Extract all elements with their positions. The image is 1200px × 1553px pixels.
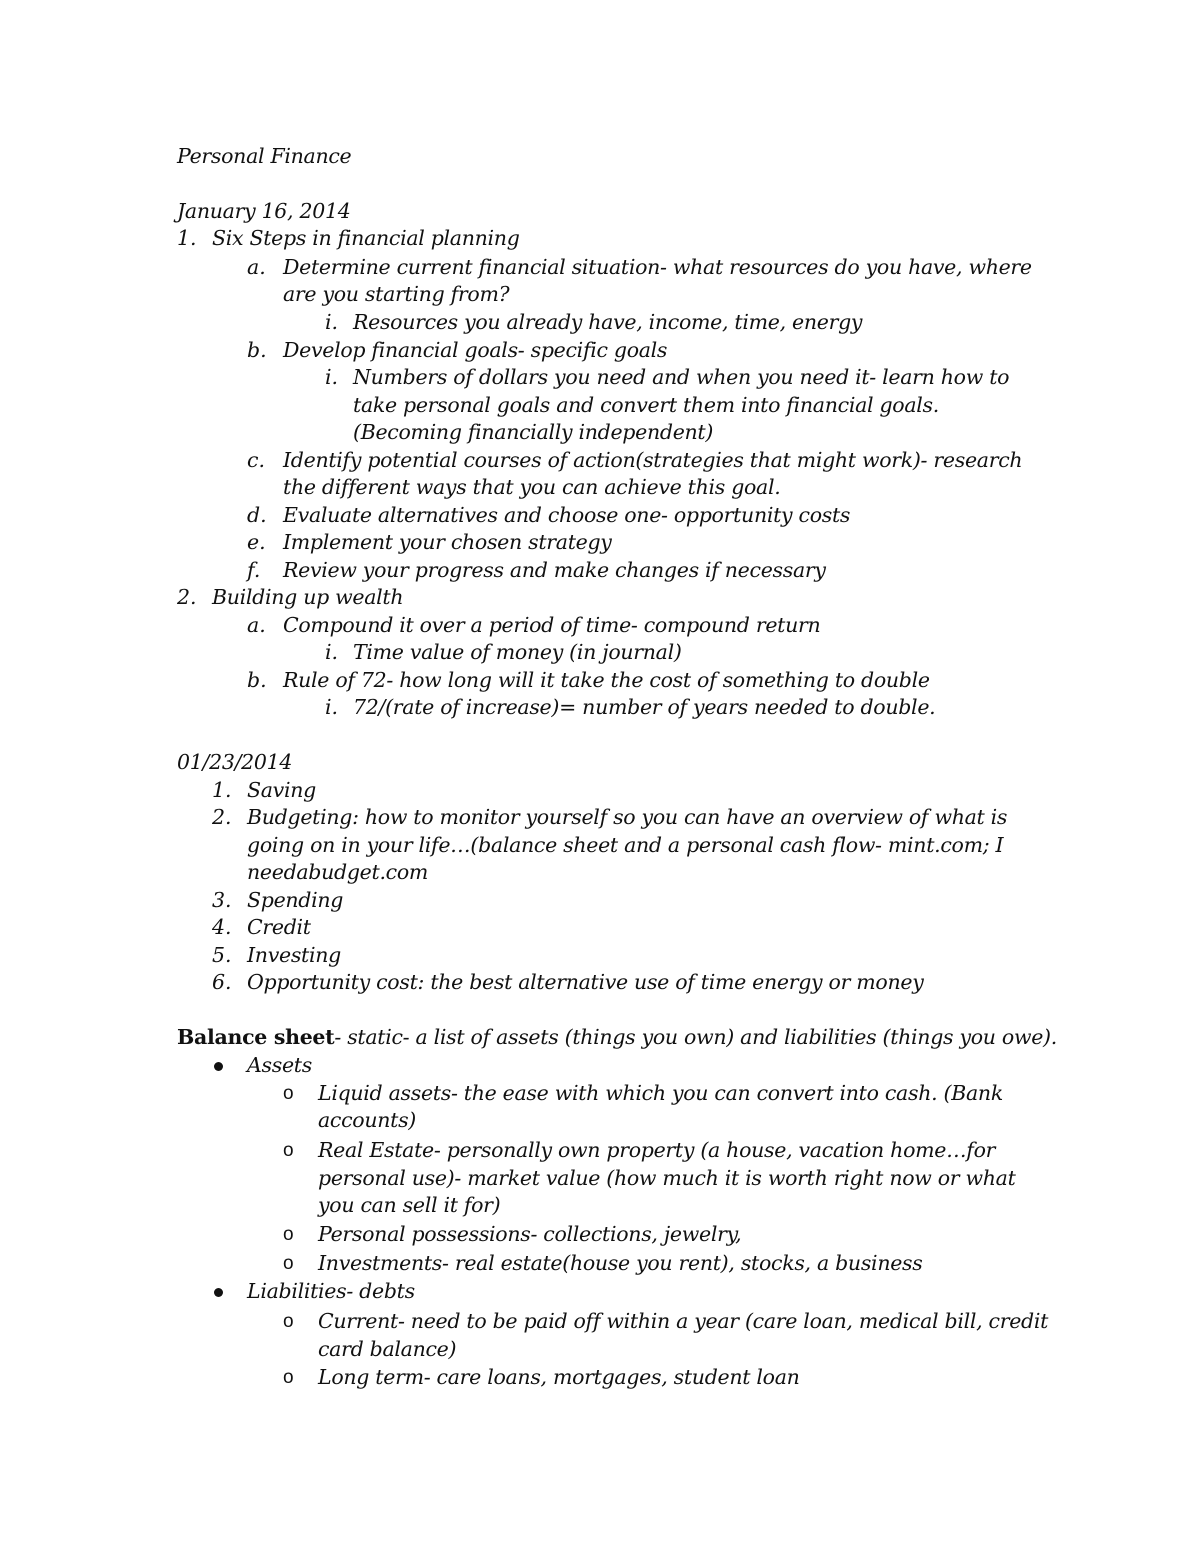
list-item: Credit bbox=[247, 915, 311, 939]
bullet-dot-icon bbox=[214, 1062, 223, 1071]
list-marker: 1. bbox=[177, 226, 197, 250]
list-marker: i. bbox=[325, 640, 339, 664]
circle-bullet-icon: o bbox=[283, 1224, 294, 1245]
list-item: Resources you already have, income, time, energy bbox=[353, 310, 863, 334]
list-marker: 2. bbox=[212, 805, 232, 829]
list-item: 72/(rate of increase)= number of years needed to double. bbox=[353, 695, 936, 719]
sub-bullet-item: Long term- care loans, mortgages, student loan bbox=[318, 1365, 800, 1389]
list-item: Numbers of dollars you need and when you need it- learn how to bbox=[353, 365, 1010, 389]
list-item: Determine current financial situation- what resources do you have, where bbox=[283, 255, 1032, 279]
section-date: January 16, 2014 bbox=[177, 199, 351, 223]
list-item-continuation: take personal goals and convert them into financial goals. bbox=[353, 393, 939, 417]
list-marker: 2. bbox=[177, 585, 197, 609]
bullet-item: Assets bbox=[247, 1053, 312, 1077]
list-marker: d. bbox=[247, 503, 267, 527]
list-item-continuation: going on in your life…(balance sheet and a personal cash flow- mint.com; I bbox=[247, 833, 1004, 857]
list-item: Building up wealth bbox=[212, 585, 404, 609]
list-item: Time value of money (in journal) bbox=[353, 640, 682, 664]
balance-sheet-heading bbox=[177, 1024, 1057, 1051]
bullet-item: Liabilities- debts bbox=[247, 1279, 415, 1303]
list-item-continuation: the different ways that you can achieve this goal. bbox=[283, 475, 781, 499]
sub-bullet-continuation: accounts) bbox=[318, 1108, 416, 1132]
list-marker: c. bbox=[247, 448, 265, 472]
sub-bullet-continuation: you can sell it for) bbox=[318, 1193, 501, 1217]
list-marker: 5. bbox=[212, 943, 232, 967]
circle-bullet-icon: o bbox=[283, 1253, 294, 1274]
list-marker: a. bbox=[247, 613, 266, 637]
list-item: Spending bbox=[247, 888, 344, 912]
list-marker: 4. bbox=[212, 915, 232, 939]
list-marker: a. bbox=[247, 255, 266, 279]
list-marker: i. bbox=[325, 310, 339, 334]
document-title: Personal Finance bbox=[177, 144, 352, 168]
list-item-continuation: (Becoming financially independent) bbox=[353, 420, 714, 444]
list-marker: 1. bbox=[212, 778, 232, 802]
sub-bullet-item: Liquid assets- the ease with which you can convert into cash. (Bank bbox=[318, 1081, 1003, 1105]
sub-bullet-continuation: personal use)- market value (how much it is worth right now or what bbox=[318, 1166, 1016, 1190]
list-item: Develop financial goals- specific goals bbox=[283, 338, 668, 362]
circle-bullet-icon: o bbox=[283, 1367, 294, 1388]
list-item: Opportunity cost: the best alternative use of time energy or money bbox=[247, 970, 924, 994]
list-item: Six Steps in financial planning bbox=[212, 226, 520, 250]
section-date: 01/23/2014 bbox=[177, 750, 293, 774]
list-marker: b. bbox=[247, 338, 267, 362]
list-item-continuation: needabudget.com bbox=[247, 860, 429, 884]
list-marker: e. bbox=[247, 530, 266, 554]
list-item: Review your progress and make changes if necessary bbox=[283, 558, 826, 582]
list-marker: b. bbox=[247, 668, 267, 692]
sub-bullet-item: Current- need to be paid off within a year (care loan, medical bill, credit bbox=[318, 1309, 1049, 1333]
list-item: Saving bbox=[247, 778, 316, 802]
balance-sheet-heading-rest: - static- a list of assets (things you own) and liabilities (things you owe). bbox=[334, 1025, 1057, 1049]
sub-bullet-item: Investments- real estate(house you rent), stocks, a business bbox=[318, 1251, 923, 1275]
list-item: Identify potential courses of action(strategies that might work)- research bbox=[283, 448, 1023, 472]
list-item: Implement your chosen strategy bbox=[283, 530, 612, 554]
list-item: Budgeting: how to monitor yourself so you can have an overview of what is bbox=[247, 805, 1008, 829]
sub-bullet-item: Real Estate- personally own property (a house, vacation home…for bbox=[318, 1138, 996, 1162]
list-item-continuation: are you starting from? bbox=[283, 282, 510, 306]
bullet-dot-icon bbox=[214, 1288, 223, 1297]
sub-bullet-item: Personal possessions- collections, jewelry, bbox=[318, 1222, 742, 1246]
list-marker: i. bbox=[325, 365, 339, 389]
list-item: Compound it over a period of time- compound return bbox=[283, 613, 821, 637]
circle-bullet-icon: o bbox=[283, 1140, 294, 1161]
circle-bullet-icon: o bbox=[283, 1311, 294, 1332]
list-marker: i. bbox=[325, 695, 339, 719]
list-marker: 3. bbox=[212, 888, 232, 912]
circle-bullet-icon: o bbox=[283, 1083, 294, 1104]
list-marker: f. bbox=[247, 558, 261, 582]
list-marker: 6. bbox=[212, 970, 232, 994]
list-item: Investing bbox=[247, 943, 341, 967]
sub-bullet-continuation: card balance) bbox=[318, 1337, 457, 1361]
list-item: Rule of 72- how long will it take the cost of something to double bbox=[283, 668, 930, 692]
list-item: Evaluate alternatives and choose one- opportunity costs bbox=[283, 503, 851, 527]
balance-sheet-heading-bold: Balance sheet bbox=[177, 1025, 335, 1049]
